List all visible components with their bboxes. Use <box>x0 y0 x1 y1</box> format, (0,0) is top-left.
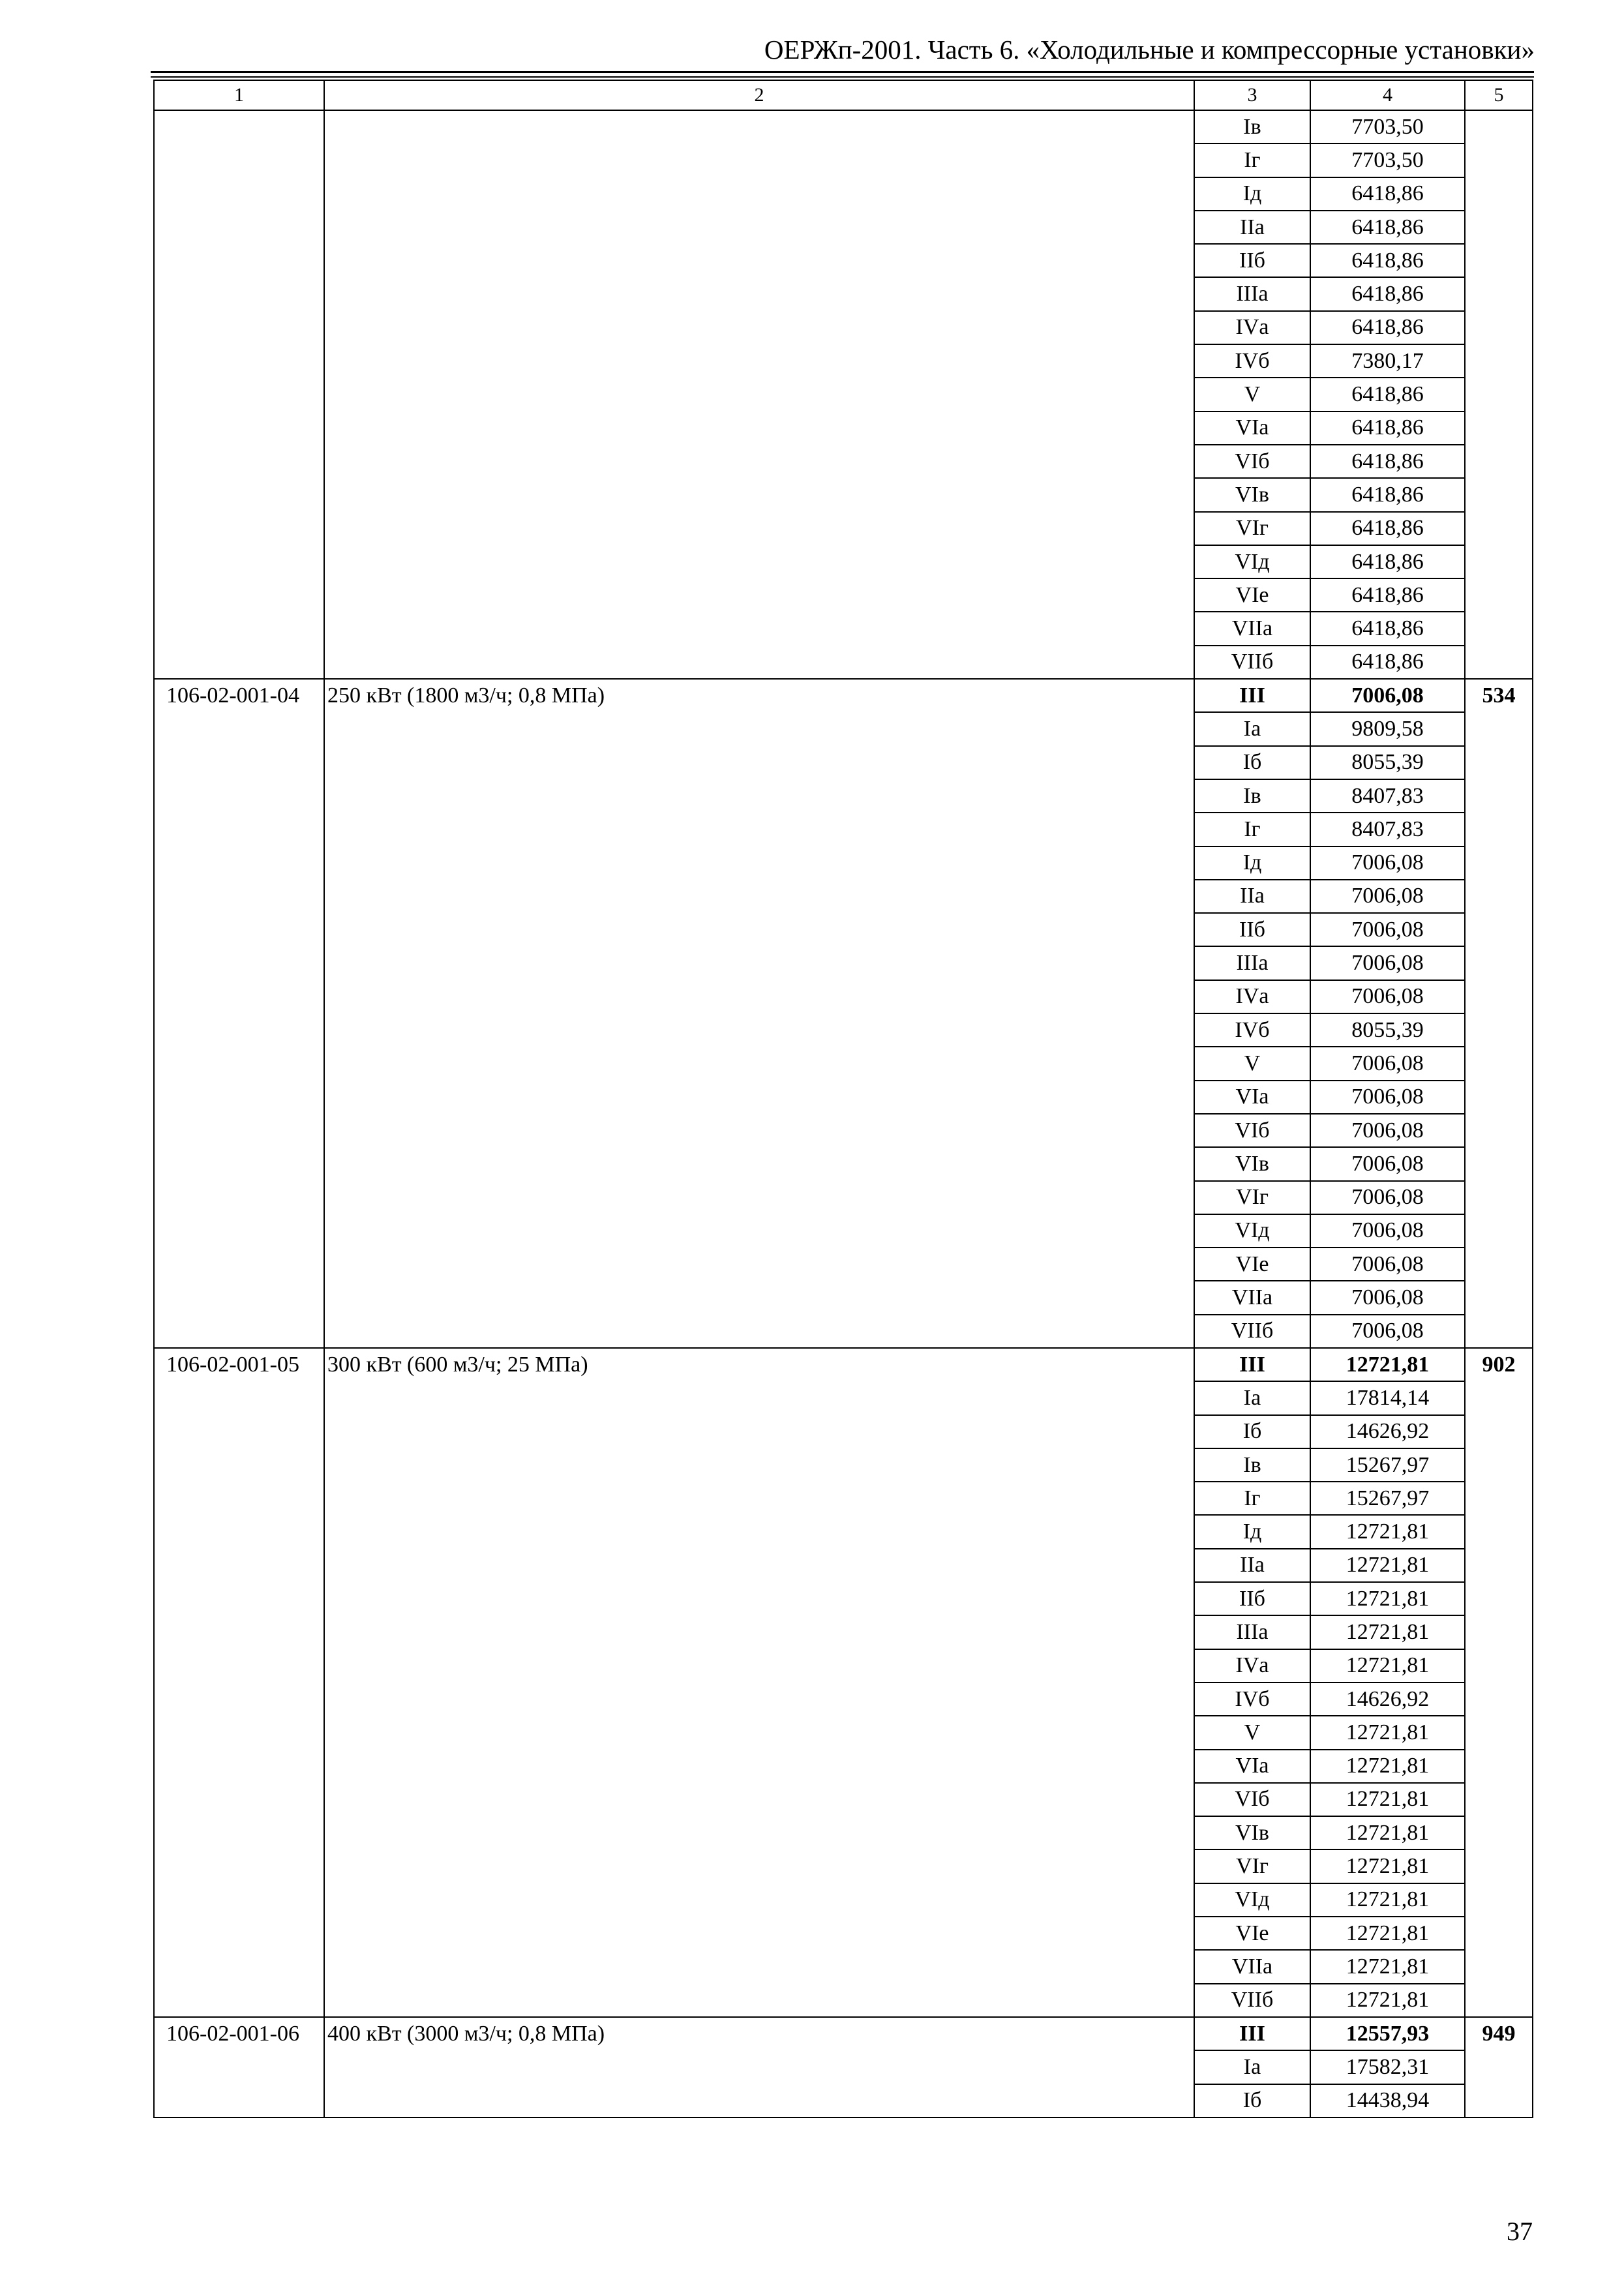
table-row <box>154 2017 1533 2050</box>
column-header-row <box>154 80 1533 110</box>
price-value: 17814,14 <box>1310 1381 1465 1414</box>
price-value: 14438,94 <box>1310 2084 1465 2117</box>
zone-code: VIIб <box>1194 646 1310 679</box>
price-value: 12721,81 <box>1310 1515 1465 1548</box>
price-value: 14626,92 <box>1310 1683 1465 1716</box>
price-value: 6418,86 <box>1310 277 1465 310</box>
zone-code: III <box>1194 679 1310 712</box>
price-value: 17582,31 <box>1310 2050 1465 2084</box>
price-value: 15267,97 <box>1310 1448 1465 1482</box>
zone-code: VIа <box>1194 1081 1310 1114</box>
price-value: 7006,08 <box>1310 1315 1465 1348</box>
zone-code: VIIа <box>1194 1281 1310 1314</box>
zone-code: Iг <box>1194 1482 1310 1515</box>
price-value: 6418,86 <box>1310 512 1465 545</box>
zone-code: IIб <box>1194 1582 1310 1615</box>
zone-code: IVб <box>1194 1013 1310 1047</box>
column-header-5: 5 <box>1465 80 1533 110</box>
zone-code: VIд <box>1194 1883 1310 1917</box>
zone-code: Iа <box>1194 712 1310 745</box>
price-value: 12721,81 <box>1310 1849 1465 1883</box>
zone-code: VIе <box>1194 1917 1310 1950</box>
item-code <box>154 110 324 679</box>
price-value: 6418,86 <box>1310 177 1465 211</box>
item-code: 106-02-001-06 <box>154 2017 324 2117</box>
zone-code: III <box>1194 1348 1310 1381</box>
price-value: 12721,81 <box>1310 1549 1465 1582</box>
zone-code: Iд <box>1194 177 1310 211</box>
price-value: 6418,86 <box>1310 646 1465 679</box>
item-total: 534 <box>1465 679 1533 1348</box>
price-value: 9809,58 <box>1310 712 1465 745</box>
zone-code: VIв <box>1194 1816 1310 1849</box>
price-value: 12557,93 <box>1310 2017 1465 2050</box>
price-value: 12721,81 <box>1310 1950 1465 1983</box>
zone-code: VIIа <box>1194 1950 1310 1983</box>
table-body <box>154 80 1533 2117</box>
price-value: 6418,86 <box>1310 244 1465 277</box>
zone-code: IVа <box>1194 980 1310 1013</box>
zone-code: Iб <box>1194 746 1310 779</box>
price-value: 7006,08 <box>1310 946 1465 980</box>
zone-code: VIг <box>1194 512 1310 545</box>
zone-code: Iд <box>1194 1515 1310 1548</box>
price-value: 6418,86 <box>1310 612 1465 645</box>
zone-code: IIа <box>1194 1549 1310 1582</box>
item-total: 949 <box>1465 2017 1533 2117</box>
price-value: 12721,81 <box>1310 1716 1465 1749</box>
price-value: 12721,81 <box>1310 1348 1465 1381</box>
zone-code: Iг <box>1194 813 1310 846</box>
zone-code: VIIа <box>1194 612 1310 645</box>
price-value: 7703,50 <box>1310 143 1465 177</box>
table-row <box>154 110 1533 143</box>
item-name: 300 кВт (600 м3/ч; 25 МПа) <box>324 1348 1194 2017</box>
page-header-title: ОЕРЖп-2001. Часть 6. «Холодильные и компрессорные установки» <box>764 35 1535 65</box>
price-value: 8055,39 <box>1310 746 1465 779</box>
price-value: 6418,86 <box>1310 545 1465 578</box>
price-value: 7006,08 <box>1310 1147 1465 1180</box>
price-value: 6418,86 <box>1310 445 1465 478</box>
zone-code: VIе <box>1194 578 1310 612</box>
zone-code: VIб <box>1194 445 1310 478</box>
item-name <box>324 110 1194 679</box>
price-value: 6418,86 <box>1310 411 1465 445</box>
zone-code: VIд <box>1194 1214 1310 1248</box>
price-value: 7006,08 <box>1310 1214 1465 1248</box>
price-value: 7703,50 <box>1310 110 1465 143</box>
zone-code: Iа <box>1194 1381 1310 1414</box>
zone-code: VIIб <box>1194 1984 1310 2017</box>
price-value: 7006,08 <box>1310 913 1465 946</box>
price-value: 7006,08 <box>1310 880 1465 913</box>
price-value: 6418,86 <box>1310 311 1465 344</box>
zone-code: Iд <box>1194 846 1310 880</box>
column-header-2: 2 <box>324 80 1194 110</box>
zone-code: Iв <box>1194 110 1310 143</box>
price-value: 7006,08 <box>1310 1281 1465 1314</box>
price-value: 15267,97 <box>1310 1482 1465 1515</box>
price-value: 7006,08 <box>1310 1248 1465 1281</box>
column-header-3: 3 <box>1194 80 1310 110</box>
price-value: 12721,81 <box>1310 1984 1465 2017</box>
header-rule-thick <box>151 71 1534 73</box>
zone-code: IIIа <box>1194 1615 1310 1649</box>
zone-code: VIд <box>1194 545 1310 578</box>
zone-code: Iв <box>1194 779 1310 813</box>
column-header-1: 1 <box>154 80 324 110</box>
price-value: 6418,86 <box>1310 211 1465 244</box>
price-value: 7006,08 <box>1310 846 1465 880</box>
price-value: 12721,81 <box>1310 1917 1465 1950</box>
zone-code: IIа <box>1194 880 1310 913</box>
zone-code: VIг <box>1194 1181 1310 1214</box>
zone-code: IIIа <box>1194 277 1310 310</box>
zone-code: Iб <box>1194 1415 1310 1448</box>
zone-code: IVа <box>1194 1649 1310 1683</box>
item-total: 902 <box>1465 1348 1533 2017</box>
price-value: 6418,86 <box>1310 478 1465 511</box>
zone-code: Iа <box>1194 2050 1310 2084</box>
page-number: 37 <box>1507 2217 1533 2246</box>
zone-code: VIа <box>1194 411 1310 445</box>
price-value: 8055,39 <box>1310 1013 1465 1047</box>
table-row <box>154 1348 1533 1381</box>
zone-code: IIа <box>1194 211 1310 244</box>
item-name: 400 кВт (3000 м3/ч; 0,8 МПа) <box>324 2017 1194 2117</box>
zone-code: VIв <box>1194 1147 1310 1180</box>
price-value: 12721,81 <box>1310 1615 1465 1649</box>
zone-code: VIв <box>1194 478 1310 511</box>
price-value: 12721,81 <box>1310 1883 1465 1917</box>
price-value: 12721,81 <box>1310 1750 1465 1783</box>
item-code: 106-02-001-04 <box>154 679 324 1348</box>
price-value: 7006,08 <box>1310 1047 1465 1080</box>
column-header-4: 4 <box>1310 80 1465 110</box>
item-code: 106-02-001-05 <box>154 1348 324 2017</box>
price-value: 8407,83 <box>1310 779 1465 813</box>
zone-code: V <box>1194 1716 1310 1749</box>
price-value: 12721,81 <box>1310 1783 1465 1816</box>
zone-code: IVа <box>1194 311 1310 344</box>
price-value: 6418,86 <box>1310 578 1465 612</box>
price-value: 7006,08 <box>1310 679 1465 712</box>
zone-code: VIIб <box>1194 1315 1310 1348</box>
zone-code: V <box>1194 378 1310 411</box>
zone-code: IIIа <box>1194 946 1310 980</box>
table-row <box>154 679 1533 712</box>
zone-code: VIб <box>1194 1114 1310 1147</box>
price-value: 7006,08 <box>1310 1181 1465 1214</box>
zone-code: Iв <box>1194 1448 1310 1482</box>
price-value: 7006,08 <box>1310 980 1465 1013</box>
zone-code: IIб <box>1194 913 1310 946</box>
price-value: 12721,81 <box>1310 1582 1465 1615</box>
item-total <box>1465 110 1533 679</box>
item-name: 250 кВт (1800 м3/ч; 0,8 МПа) <box>324 679 1194 1348</box>
zone-code: VIб <box>1194 1783 1310 1816</box>
zone-code: IVб <box>1194 1683 1310 1716</box>
zone-code: IVб <box>1194 344 1310 378</box>
zone-code: VIа <box>1194 1750 1310 1783</box>
zone-code: III <box>1194 2017 1310 2050</box>
zone-code: V <box>1194 1047 1310 1080</box>
header-rule-thin <box>151 76 1534 78</box>
price-value: 7006,08 <box>1310 1114 1465 1147</box>
zone-code: VIе <box>1194 1248 1310 1281</box>
zone-code: IIб <box>1194 244 1310 277</box>
price-value: 7380,17 <box>1310 344 1465 378</box>
price-value: 8407,83 <box>1310 813 1465 846</box>
price-table <box>153 80 1533 2118</box>
zone-code: Iг <box>1194 143 1310 177</box>
zone-code: Iб <box>1194 2084 1310 2117</box>
zone-code: VIг <box>1194 1849 1310 1883</box>
price-value: 12721,81 <box>1310 1816 1465 1849</box>
price-value: 7006,08 <box>1310 1081 1465 1114</box>
price-value: 12721,81 <box>1310 1649 1465 1683</box>
price-value: 6418,86 <box>1310 378 1465 411</box>
price-value: 14626,92 <box>1310 1415 1465 1448</box>
